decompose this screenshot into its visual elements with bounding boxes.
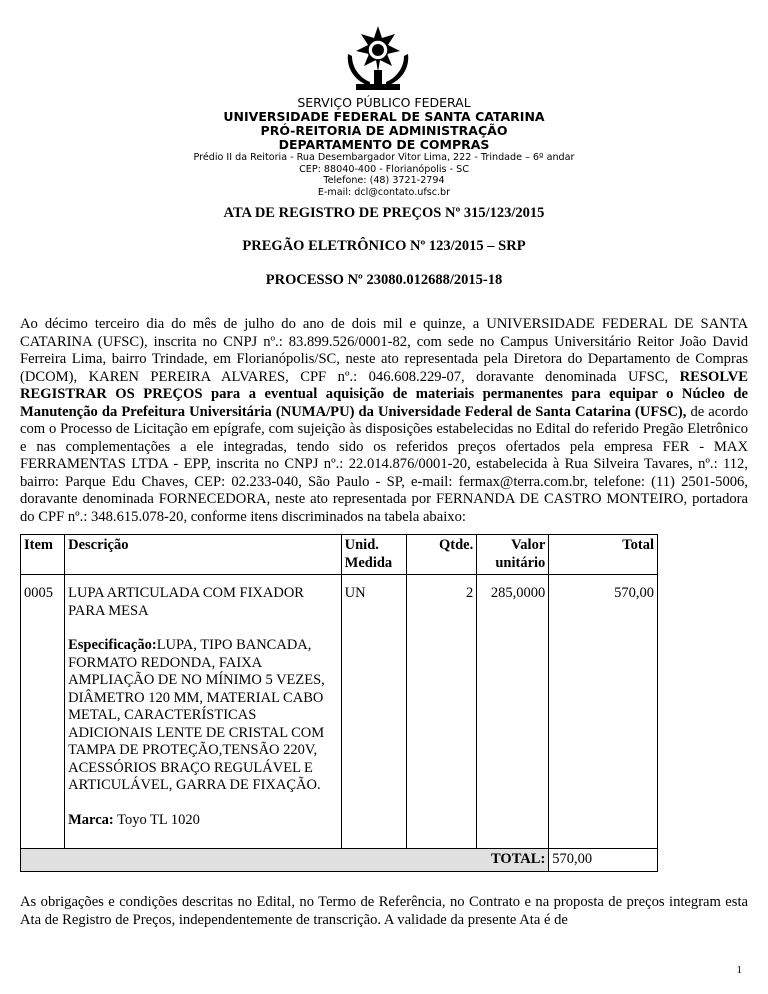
cell-unit: UN [341,575,407,849]
brand-text: Toyo TL 1020 [113,811,200,828]
header-quantity: Qtde. [407,535,477,575]
cell-total: 570,00 [549,575,658,849]
ata-title: ATA DE REGISTRO DE PREÇOS Nº 315/123/2015 [223,205,545,221]
pro-rectory-name: PRÓ-REITORIA DE ADMINISTRAÇÃO [260,123,508,138]
page-number: 1 [736,964,742,976]
brazil-coat-of-arms-icon [340,24,416,94]
spec-text: LUPA, TIPO BANCADA, FORMATO REDONDA, FAIXA AMPLIAÇÃO DE NO MÍNIMO 5 VEZES, DIÂMETRO 120 MM, MATERIAL CABO METAL, CARACTERÍSTICAS ADICIONAIS LENTE DE CRISTAL COM TAMPA DE PROTEÇÃO,TENSÃO 220V, ACESSÓRIOS BRAÇO REGULÁVEL E ARTICULÁVEL, GARRA DE FIXAÇÃO. [68,637,325,793]
item-specification [68,637,338,795]
preamble-resolution: RESOLVE REGISTRAR OS PREÇOS para a eventual aquisição de materiais permanentes para equipar o Núcleo de Manutenção da Prefeitura Universitária (NUMA/PU) da Universidade Federal de Santa Catarina (UFSC), [20,368,748,420]
header-description: Descrição [65,535,342,575]
spec-label: Especificação: [68,637,157,653]
department-name: DEPARTAMENTO DE COMPRAS [278,137,490,152]
email-line: E-mail: dcl@contato.ufsc.br [317,186,451,198]
letterhead [0,96,768,198]
address-line: Prédio II da Reitoria - Rua Desembargador Vitor Lima, 222 - Trindade – 6º andar [193,152,575,163]
cell-item: 0005 [21,575,65,849]
preamble-paragraph [20,316,748,526]
closing-paragraph: As obrigações e condições descritas no Edital, no Termo de Referência, no Contrato e na proposta de preços integram esta Ata de Registro de Preços, independentemente de transcrição. A validade da presente Ata é de [20,894,748,928]
cep-line: CEP: 88040-400 - Florianópolis - SC [299,163,469,175]
header-item: Item [21,535,65,575]
phone-line: Telefone: (48) 3721-2794 [323,175,445,186]
header-unit-value: Valor unitário [477,535,549,575]
cell-quantity: 2 [407,575,477,849]
total-label: TOTAL: [21,849,549,872]
total-value: 570,00 [549,849,658,872]
pregao-title: PREGÃO ELETRÔNICO Nº 123/2015 – SRP [242,238,526,254]
table-row [21,575,658,849]
preamble-text-b: de acordo com o Processo de Licitação em epígrafe, com sujeição às disposições estabelecidas no Edital do referido Pregão Eletrônico e nas complementações a ele integradas, tendo sido os referidos preços ofertados pela empresa FER - MAX FERRAMENTAS LTDA - EPP, inscrita no CNPJ nº.: 22.014.876/0001-20, estabelecida à Rua Silveira Tavares, nº.: 112, bairro: Parque Edu Chaves, CEP: 02.233-040, São Paulo - SP, e-mail: fermax@terra.com.br, telefone: (11) 2501-5006, doravante denominada FORNECEDORA, neste ato representada por FERNANDA DE CASTRO MONTEIRO, portadora do CPF nº.: 348.615.078-20, conforme itens discriminados na tabela abaixo: [20,403,748,525]
processo-title: PROCESSO Nº 23080.012688/2015-18 [265,272,503,288]
table-header-row [21,535,658,575]
item-description: LUPA ARTICULADA COM FIXADOR PARA MESA [68,585,304,619]
university-name: UNIVERSIDADE FEDERAL DE SANTA CATARINA [223,109,545,124]
header-unit: Unid. Medida [341,535,407,575]
table-total-row [21,849,658,872]
cell-description [65,575,342,849]
item-brand [68,812,338,830]
header-total: Total [549,535,658,575]
service-label: SERVIÇO PÚBLICO FEDERAL [297,95,471,110]
preamble-text-a: Ao décimo terceiro dia do mês de julho do ano de dois mil e quinze, a UNIVERSIDADE FEDERAL DE SANTA CATARINA (UFSC), inscrita no CNPJ nº.: 83.899.526/0001-82, com sede no Campus Universitário Reitor João David Ferreira Lima, bairro Trindade, em Florianópolis/SC, neste ato representada pela Diretora do Departamento de Compras (DCOM), KAREN PEREIRA ALVARES, CPF nº.: 046.608.229-07, doravante denominada UFSC, [20,316,748,385]
cell-unit-value: 285,0000 [477,575,549,849]
items-table [20,534,658,872]
brand-label: Marca: [68,811,114,828]
